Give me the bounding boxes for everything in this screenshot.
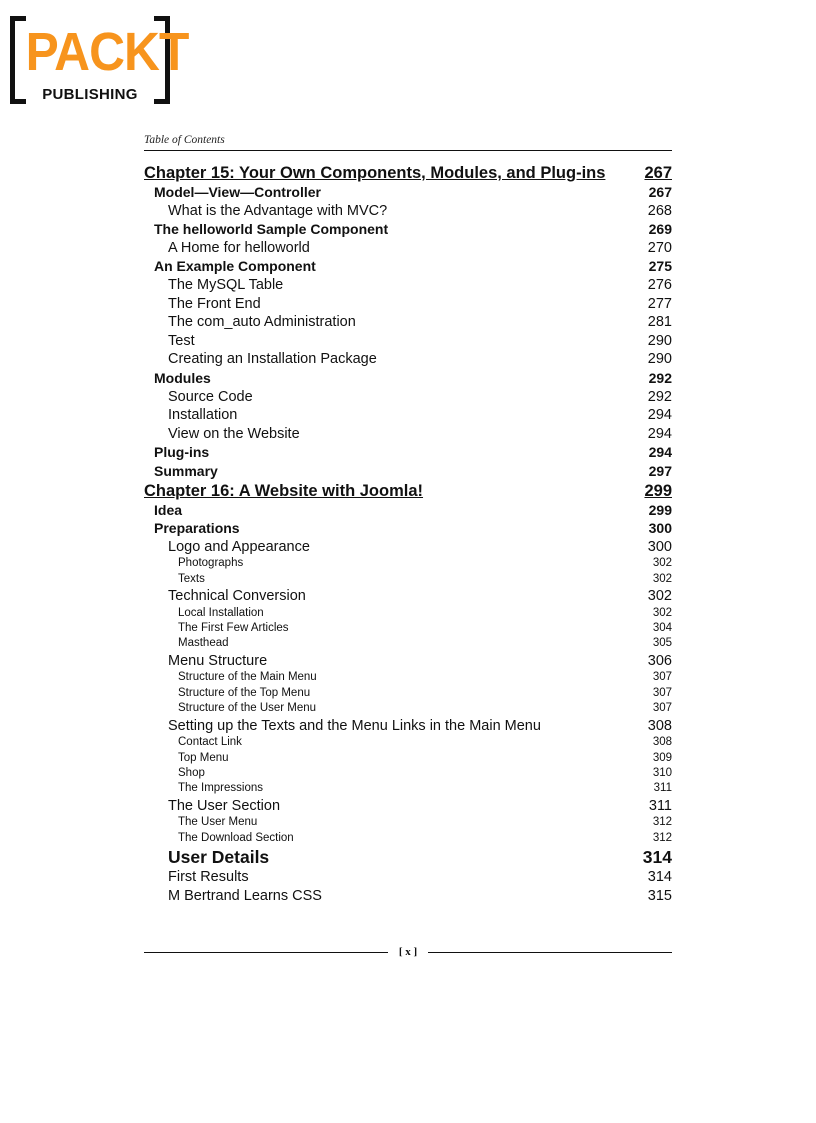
toc-entry-row [144, 572, 672, 587]
toc-entry-page: 308 [652, 736, 672, 749]
toc-entry-page: 281 [647, 314, 672, 331]
toc-entry-page: 302 [647, 588, 672, 605]
toc-entry-page: 290 [647, 332, 672, 349]
toc-entry-row [144, 556, 672, 571]
toc-entry-title: First Results [168, 869, 249, 886]
toc-entry-row [144, 388, 672, 407]
toc-entry-title: Source Code [168, 388, 253, 405]
toc-entry-page: 292 [648, 369, 672, 386]
toc-entry-title: An Example Component [154, 258, 316, 275]
toc-entry-row [144, 701, 672, 716]
toc-entry-title: Model—View—Controller [154, 184, 321, 200]
toc-entry-row [144, 717, 672, 736]
toc-entry-title: The helloworld Sample Component [154, 221, 389, 238]
toc-entry-page: 267 [648, 184, 672, 200]
toc-entry-page: 311 [648, 797, 672, 814]
toc-entry-page: 299 [648, 501, 672, 518]
toc-entry-row [144, 257, 672, 276]
toc-entry-row [144, 332, 672, 351]
page-number: [ x ] [398, 946, 418, 958]
toc-entry-row [144, 443, 672, 462]
toc-entry-row [144, 425, 672, 444]
toc-entry-page: 307 [652, 671, 672, 684]
toc-entry-title: Menu Structure [168, 652, 268, 669]
toc-entry-row [144, 868, 672, 887]
toc-entry-row [144, 406, 672, 425]
toc-entry-page: 304 [652, 622, 672, 635]
toc-entry-row [144, 462, 672, 481]
toc-entry-title: Shop [178, 766, 205, 779]
toc-entry-page: 306 [647, 652, 672, 669]
toc-entry-page: 312 [652, 816, 672, 829]
toc-entry-title: M Bertrand Learns CSS [168, 887, 322, 904]
toc-entry-row [144, 846, 672, 868]
toc-entry-row [144, 183, 672, 202]
toc-entry-row [144, 369, 672, 388]
toc-entry-row [144, 587, 672, 606]
toc-entry-row [144, 519, 672, 538]
table-of-contents [144, 163, 672, 905]
footer-rule-right [428, 952, 672, 953]
toc-entry-row [144, 670, 672, 685]
toc-entry-title: Chapter 16: A Website with Joomla! [144, 481, 424, 500]
toc-entry-page: 297 [648, 462, 672, 479]
toc-entry-title: Top Menu [178, 751, 229, 764]
toc-entry-title: Masthead [178, 637, 229, 650]
toc-chapter-row [144, 481, 672, 501]
toc-entry-title: User Details [168, 847, 270, 868]
toc-entry-title: Photographs [178, 557, 244, 570]
toc-entry-page: 312 [652, 831, 672, 844]
toc-entry-page: 294 [647, 407, 672, 424]
toc-chapter-row [144, 163, 672, 183]
toc-entry-title: Installation [168, 407, 238, 424]
toc-entry-title: Technical Conversion [168, 588, 306, 605]
toc-entry-row [144, 606, 672, 621]
toc-entry-row [144, 751, 672, 766]
toc-entry-title: The Front End [168, 295, 261, 312]
toc-entry-title: Plug-ins [154, 444, 210, 461]
toc-entry-row [144, 797, 672, 816]
toc-entry-row [144, 766, 672, 781]
toc-entry-row [144, 295, 672, 314]
toc-entry-row [144, 887, 672, 906]
toc-entry-title: Idea [154, 501, 183, 518]
toc-entry-title: The Impressions [178, 782, 264, 795]
toc-entry-title: Contact Link [178, 736, 242, 749]
toc-entry-row [144, 815, 672, 830]
toc-entry-title: Preparations [154, 520, 240, 537]
toc-entry-title: Summary [154, 462, 218, 479]
toc-entry-page: 302 [652, 557, 672, 570]
toc-entry-page: 305 [652, 637, 672, 650]
toc-entry-page: 307 [652, 686, 672, 699]
toc-entry-title: Structure of the Top Menu [178, 686, 311, 699]
toc-entry-title: Test [168, 332, 195, 349]
toc-entry-title: Local Installation [178, 606, 264, 619]
toc-entry-row [144, 239, 672, 258]
toc-entry-title: Creating an Installation Package [168, 351, 377, 368]
toc-entry-title: The MySQL Table [168, 276, 284, 293]
toc-entry-row [144, 781, 672, 796]
toc-entry-title: Chapter 15: Your Own Components, Modules, and Plug-ins [144, 164, 606, 182]
toc-entry-title: The User Menu [178, 816, 258, 829]
toc-entry-page: 309 [652, 751, 672, 764]
toc-entry-page: 302 [652, 606, 672, 619]
toc-entry-row [144, 538, 672, 557]
footer-rule-left [144, 952, 388, 953]
logo-subtitle: PUBLISHING [34, 86, 146, 104]
toc-entry-page: 310 [652, 766, 672, 779]
toc-entry-title: What is the Advantage with MVC? [168, 202, 388, 219]
toc-entry-page: 276 [647, 276, 672, 293]
toc-entry-page: 299 [644, 481, 672, 500]
toc-entry-row [144, 313, 672, 332]
toc-entry-page: 290 [647, 351, 672, 368]
toc-entry-page: 277 [647, 295, 672, 312]
toc-entry-page: 292 [647, 388, 672, 405]
toc-entry-page: 294 [648, 444, 672, 461]
toc-entry-title: View on the Website [168, 425, 300, 442]
toc-entry-title: The com_auto Administration [168, 314, 356, 331]
toc-entry-row [144, 501, 672, 520]
toc-entry-page: 308 [647, 717, 672, 734]
toc-entry-page: 302 [652, 572, 672, 585]
toc-entry-title: The First Few Articles [178, 622, 289, 635]
toc-entry-page: 315 [647, 887, 672, 904]
header-rule [144, 150, 672, 151]
toc-entry-row [144, 831, 672, 846]
toc-entry-title: Logo and Appearance [168, 538, 310, 555]
packt-publishing-logo [6, 12, 189, 108]
toc-entry-row [144, 276, 672, 295]
toc-entry-row [144, 636, 672, 651]
toc-entry-page: 311 [653, 782, 672, 795]
toc-entry-title: A Home for helloworld [168, 239, 310, 256]
toc-entry-page: 300 [648, 520, 672, 537]
toc-entry-row [144, 621, 672, 636]
toc-entry-page: 314 [647, 869, 672, 886]
toc-entry-title: Setting up the Texts and the Menu Links in the Main Menu [168, 717, 541, 734]
toc-entry-page: 268 [647, 202, 672, 219]
toc-entry-row [144, 686, 672, 701]
toc-entry-page: 300 [647, 538, 672, 555]
toc-entry-page: 270 [647, 239, 672, 256]
toc-entry-title: The Download Section [178, 831, 294, 844]
logo-bracket-left [10, 16, 26, 104]
toc-entry-title: Structure of the Main Menu [178, 671, 317, 684]
running-header: Table of Contents [144, 134, 225, 146]
toc-entry-page: 275 [648, 258, 672, 275]
toc-entry-page: 307 [652, 702, 672, 715]
toc-entry-row [144, 735, 672, 750]
toc-entry-page: 314 [642, 847, 672, 868]
toc-entry-row [144, 652, 672, 671]
toc-entry-page: 269 [648, 221, 672, 238]
toc-entry-title: The User Section [168, 797, 281, 814]
toc-entry-row [144, 202, 672, 221]
logo-wordmark: PACKT [25, 22, 189, 82]
toc-entry-row [144, 220, 672, 239]
toc-entry-page: 294 [647, 425, 672, 442]
toc-entry-title: Structure of the User Menu [178, 702, 317, 715]
toc-entry-title: Modules [154, 369, 211, 386]
toc-entry-row [144, 350, 672, 369]
toc-entry-title: Texts [178, 572, 205, 585]
toc-entry-page: 267 [644, 164, 672, 182]
